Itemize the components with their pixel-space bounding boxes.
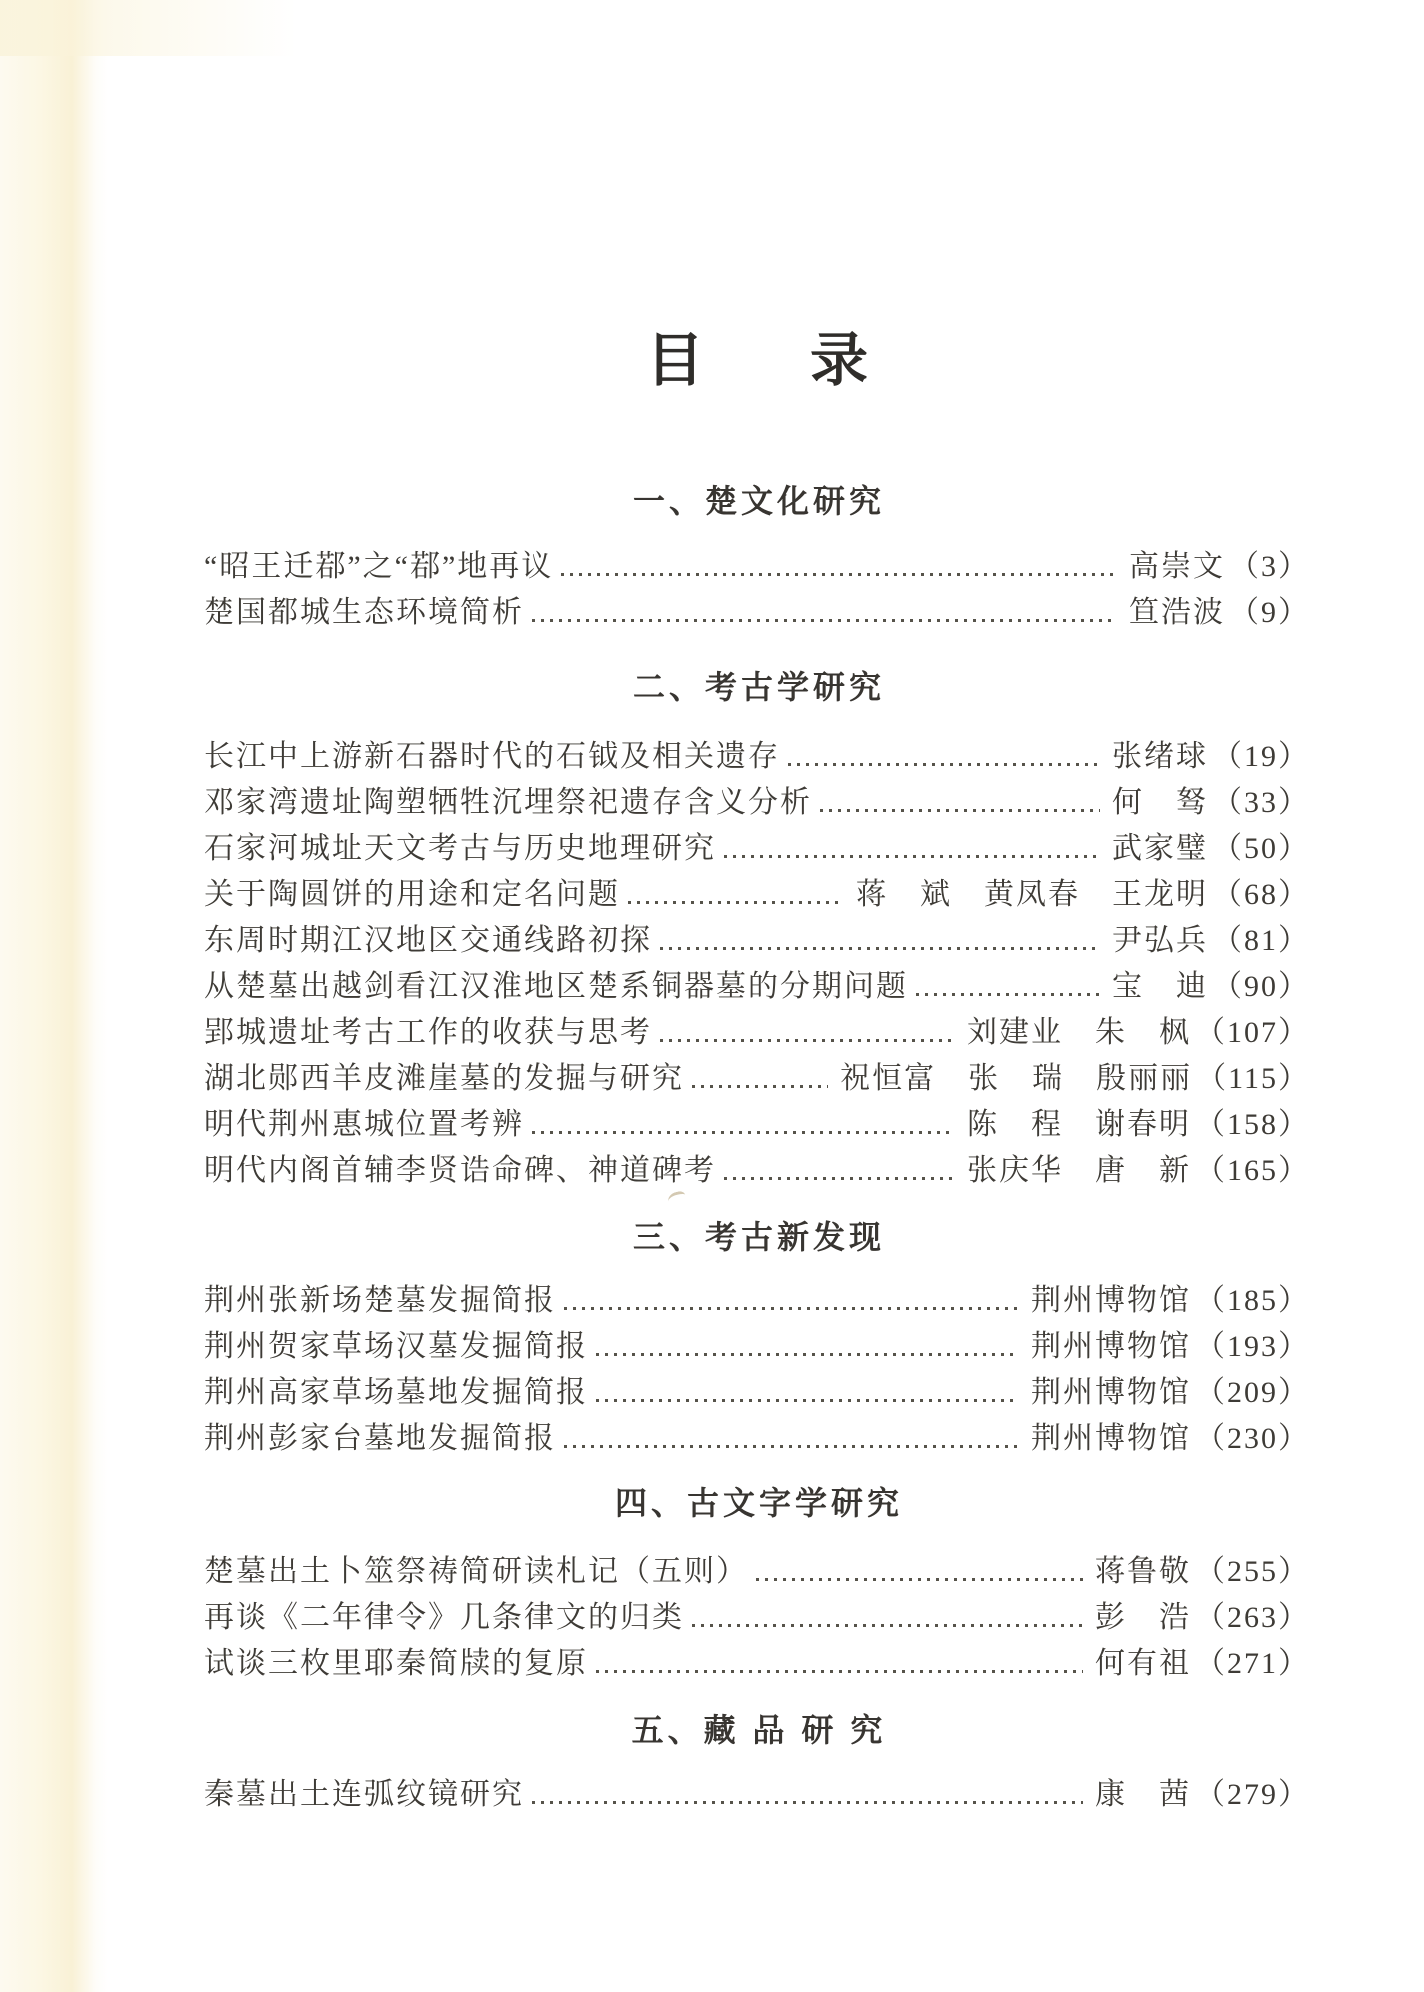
page-title: 目 录 <box>645 328 892 393</box>
toc-entry <box>204 1416 1310 1462</box>
section-heading: 三、考古新发现 <box>632 1219 885 1255</box>
entry-authors: 何 驽 <box>1112 786 1208 819</box>
entry-title: 明代荆州惠城位置考辨 <box>204 1108 524 1141</box>
entry-title: 楚墓出土卜筮祭祷简研读札记（五则） <box>204 1555 748 1588</box>
toc-entry <box>204 918 1310 964</box>
section-heading: 四、古文字学研究 <box>614 1485 903 1521</box>
section-entries <box>204 706 1310 1194</box>
toc-entry <box>204 1324 1310 1370</box>
toc-entry <box>204 1772 1310 1818</box>
entry-title: 郢城遗址考古工作的收获与思考 <box>204 1016 652 1049</box>
entry-page-number: （81） <box>1212 924 1310 957</box>
entry-authors: 武家璧 <box>1112 832 1208 865</box>
toc-section <box>204 1462 1310 1687</box>
section-heading: 一、楚文化研究 <box>632 483 885 519</box>
entry-page-number: （165） <box>1195 1154 1310 1187</box>
toc-entry <box>204 1148 1310 1194</box>
entry-authors: 荆州博物馆 <box>1031 1376 1191 1409</box>
entry-authors: 张绪球 <box>1112 740 1208 773</box>
toc-section <box>204 636 1310 1194</box>
dot-leader <box>660 918 1100 964</box>
entry-page-number: （263） <box>1195 1601 1310 1634</box>
entry-title: 荆州张新场楚墓发掘简报 <box>204 1284 556 1317</box>
entry-title: 再谈《二年律令》几条律文的归类 <box>204 1601 684 1634</box>
entry-authors: 康 茜 <box>1095 1778 1191 1811</box>
toc-entry <box>204 826 1310 872</box>
toc-entry <box>204 590 1310 636</box>
toc-entry <box>204 1370 1310 1416</box>
entry-page-number: （33） <box>1212 786 1310 819</box>
dot-leader <box>532 590 1117 636</box>
entry-authors: 彭 浩 <box>1095 1601 1191 1634</box>
entry-authors: 荆州博物馆 <box>1031 1284 1191 1317</box>
toc-entry <box>204 1278 1310 1324</box>
entry-page-number: （90） <box>1212 970 1310 1003</box>
entry-title: 石家河城址天文考古与历史地理研究 <box>204 832 716 865</box>
entry-page-number: （3） <box>1229 550 1310 583</box>
dot-leader <box>916 964 1100 1010</box>
section-heading: 五、藏 品 研 究 <box>631 1712 887 1748</box>
entry-authors: 宝 迪 <box>1112 970 1208 1003</box>
entry-page-number: （193） <box>1195 1330 1310 1363</box>
entry-title: 东周时期江汉地区交通线路初探 <box>204 924 652 957</box>
toc-section <box>204 396 1310 636</box>
dot-leader <box>756 1549 1083 1595</box>
entry-title: 长江中上游新石器时代的石钺及相关遗存 <box>204 740 780 773</box>
entry-authors: 陈 程 谢春明 <box>967 1108 1191 1141</box>
dot-leader <box>820 780 1100 826</box>
entry-page-number: （50） <box>1212 832 1310 865</box>
toc-section <box>204 1194 1310 1462</box>
entry-page-number: （19） <box>1212 740 1310 773</box>
section-heading: 二、考古学研究 <box>632 669 885 705</box>
entry-title: “昭王迁鄀”之“鄀”地再议 <box>204 550 554 583</box>
dot-leader <box>532 1772 1083 1818</box>
entry-title: 秦墓出土连弧纹镜研究 <box>204 1778 524 1811</box>
entry-page-number: （185） <box>1195 1284 1310 1317</box>
dot-leader <box>692 1056 828 1102</box>
page-gutter-shading <box>0 0 108 1992</box>
dot-leader <box>564 1416 1019 1462</box>
toc-sections <box>204 396 1310 1818</box>
dot-leader <box>596 1370 1019 1416</box>
toc-entry <box>204 872 1310 918</box>
dot-leader <box>692 1595 1083 1641</box>
toc-entry <box>204 1549 1310 1595</box>
entry-title: 荆州贺家草场汉墓发掘简报 <box>204 1330 588 1363</box>
entry-title: 荆州高家草场墓地发掘简报 <box>204 1376 588 1409</box>
entry-page-number: （209） <box>1195 1376 1310 1409</box>
entry-title: 试谈三枚里耶秦简牍的复原 <box>204 1647 588 1680</box>
toc-entry <box>204 964 1310 1010</box>
entry-page-number: （271） <box>1195 1647 1310 1680</box>
toc-entry <box>204 1056 1310 1102</box>
entry-title: 明代内阁首辅李贤诰命碑、神道碑考 <box>204 1154 716 1187</box>
table-of-contents <box>204 0 1310 1818</box>
toc-entry <box>204 780 1310 826</box>
entry-authors: 蒋 斌 黄凤春 王龙明 <box>856 878 1208 911</box>
section-entries <box>204 1749 1310 1818</box>
entry-page-number: （107） <box>1195 1016 1310 1049</box>
entry-authors: 尹弘兵 <box>1112 924 1208 957</box>
dot-leader <box>788 734 1100 780</box>
entry-authors: 刘建业 朱 枫 <box>967 1016 1191 1049</box>
entry-authors: 蒋鲁敬 <box>1095 1555 1191 1588</box>
entry-page-number: （68） <box>1212 878 1310 911</box>
dot-leader <box>724 826 1100 872</box>
toc-entry <box>204 1595 1310 1641</box>
entry-page-number: （255） <box>1195 1555 1310 1588</box>
entry-page-number: （230） <box>1195 1422 1310 1455</box>
toc-entry <box>204 1102 1310 1148</box>
toc-entry <box>204 544 1310 590</box>
section-entries <box>204 1256 1310 1462</box>
dot-leader <box>660 1010 955 1056</box>
section-entries <box>204 1522 1310 1687</box>
entry-title: 邓家湾遗址陶塑牺牲沉埋祭祀遗存含义分析 <box>204 786 812 819</box>
entry-authors: 高崇文 <box>1129 550 1225 583</box>
entry-authors: 荆州博物馆 <box>1031 1422 1191 1455</box>
entry-authors: 张庆华 唐 新 <box>967 1154 1191 1187</box>
entry-title: 从楚墓出越剑看江汉淮地区楚系铜器墓的分期问题 <box>204 970 908 1003</box>
toc-entry <box>204 1641 1310 1687</box>
dot-leader <box>532 1102 955 1148</box>
entry-title: 关于陶圆饼的用途和定名问题 <box>204 878 620 911</box>
entry-page-number: （9） <box>1229 596 1310 629</box>
dot-leader <box>724 1148 955 1194</box>
entry-title: 荆州彭家台墓地发掘简报 <box>204 1422 556 1455</box>
dot-leader <box>628 872 844 918</box>
toc-entry <box>204 1010 1310 1056</box>
entry-title: 楚国都城生态环境简析 <box>204 596 524 629</box>
dot-leader <box>561 544 1117 590</box>
entry-authors: 何有祖 <box>1095 1647 1191 1680</box>
entry-authors: 笪浩波 <box>1129 596 1225 629</box>
section-entries <box>204 520 1310 636</box>
entry-title: 湖北郧西羊皮滩崖墓的发掘与研究 <box>204 1062 684 1095</box>
dot-leader <box>596 1324 1019 1370</box>
toc-section <box>204 1687 1310 1818</box>
dot-leader <box>564 1278 1019 1324</box>
entry-authors: 祝恒富 张 瑞 殷丽丽 <box>840 1062 1193 1095</box>
entry-page-number: （115） <box>1196 1062 1310 1095</box>
toc-entry <box>204 734 1310 780</box>
dot-leader <box>596 1641 1083 1687</box>
entry-page-number: （158） <box>1195 1108 1310 1141</box>
entry-page-number: （279） <box>1195 1778 1310 1811</box>
entry-authors: 荆州博物馆 <box>1031 1330 1191 1363</box>
